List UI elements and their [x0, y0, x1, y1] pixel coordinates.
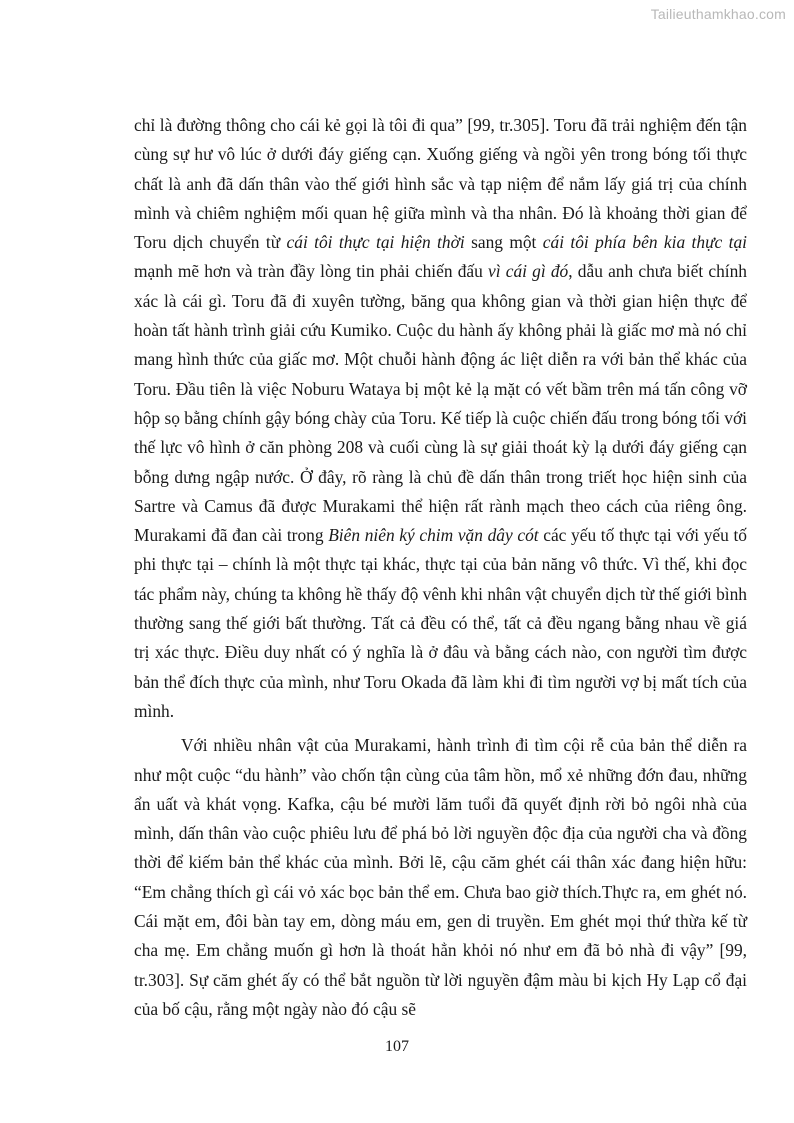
- page-number: 107: [385, 1038, 409, 1055]
- text-segment: sang một: [464, 232, 543, 253]
- text-segment: Với nhiều nhân vật của Murakami, hành trình đi tìm cội rễ của bản thể diễn ra như một cuộc “du hành” vào chốn tận cùng của tâm hồn, mổ xẻ những đớn đau, những ẩn uất và khát vọng. Kafka, cậu bé mười lăm tuổi đã quyết định rời bỏ ngôi nhà của mình, dấn thân vào cuộc phiêu lưu để phá bỏ lời nguyền độc địa của người cha và đồng thời để kiếm bản thể khác của mình. Bởi lẽ, cậu căm ghét cái thân xác đang hiện hữu: “Em chẳng thích gì cái vỏ xác bọc bản thể em. Chưa bao giờ thích.Thực ra, em ghét nó. Cái mặt em, đôi bàn tay em, dòng máu em, gen di truyền. Em ghét mọi thứ thừa kế từ cha mẹ. Em chẳng muốn gì hơn là thoát hẳn khỏi nó như em đã bỏ nhà đi vậy” [99, tr.303]. Sự căm ghét ấy có thể bắt nguồn từ lời nguyền đậm màu bi kịch Hy Lạp cổ đại của bố cậu, rằng một ngày nào đó cậu sẽ: [134, 735, 747, 1019]
- document-body: [134, 111, 747, 1024]
- italic-phrase: cái tôi thực tại hiện thời: [286, 232, 465, 253]
- text-segment: mạnh mẽ hơn và tràn đầy lòng tin phải chiến đấu: [134, 261, 488, 282]
- book-title-italic: Biên niên ký chim vặn dây cót: [328, 525, 539, 546]
- text-segment: các yếu tố thực tại với yếu tố phi thực tại – chính là một thực tại khác, thực tại của bản năng vô thức. Vì thế, khi đọc tác phẩm này, chúng ta không hề thấy độ vênh khi nhân vật chuyển dịch từ thế giới bình thường sang thế giới bất thường. Tất cả đều có thể, tất cả đều ngang bằng nhau về giá trị xác thực. Điều duy nhất có ý nghĩa là ở đâu và bằng cách nào, con người tìm được bản thể đích thực của mình, như Toru Okada đã làm khi đi tìm người vợ bị mất tích của mình.: [134, 525, 747, 721]
- paragraph-2: [134, 731, 747, 1024]
- italic-phrase: vì cái gì đó: [488, 261, 569, 282]
- watermark-text: Tailieuthamkhao.com: [650, 6, 786, 22]
- text-segment: chỉ là đường thông cho cái kẻ gọi là tôi đi qua” [99, tr.305]. Toru đã trải nghiệm đến tận cùng sự hư vô lúc ở dưới đáy giếng cạn. Xuống giếng và ngồi yên trong bóng tối thực chất là anh đã dấn thân vào thế giới hình sắc và tạp niệm để nắm lấy giá trị của chính mình và chiêm nghiệm mối quan hệ giữa mình và tha nhân. Đó là khoảng thời gian để Toru dịch chuyển từ: [134, 115, 747, 253]
- text-segment: , dẫu anh chưa biết chính xác là cái gì. Toru đã đi xuyên tường, băng qua không gian và thời gian hiện thực để hoàn tất hành trình giải cứu Kumiko. Cuộc du hành ấy không phải là giấc mơ mà nó chỉ mang hình thức của giấc mơ. Một chuỗi hành động ác liệt diễn ra với bản thể khác của Toru. Đầu tiên là việc Noburu Wataya bị một kẻ lạ mặt có vết bầm trên má tấn công vỡ hộp sọ bằng chính gậy bóng chày của Toru. Kế tiếp là cuộc chiến đấu trong bóng tối với thế lực vô hình ở căn phòng 208 và cuối cùng là sự giải thoát kỳ lạ dưới đáy giếng cạn bỗng dưng ngập nước. Ở đây, rõ ràng là chủ đề dấn thân trong triết học hiện sinh của Sartre và Camus đã được Murakami thể hiện rất rành mạch theo cách của riêng ông. Murakami đã đan cài trong: [134, 261, 748, 546]
- italic-phrase: cái tôi phía bên kia thực tại: [542, 232, 748, 253]
- paragraph-1: [134, 111, 747, 726]
